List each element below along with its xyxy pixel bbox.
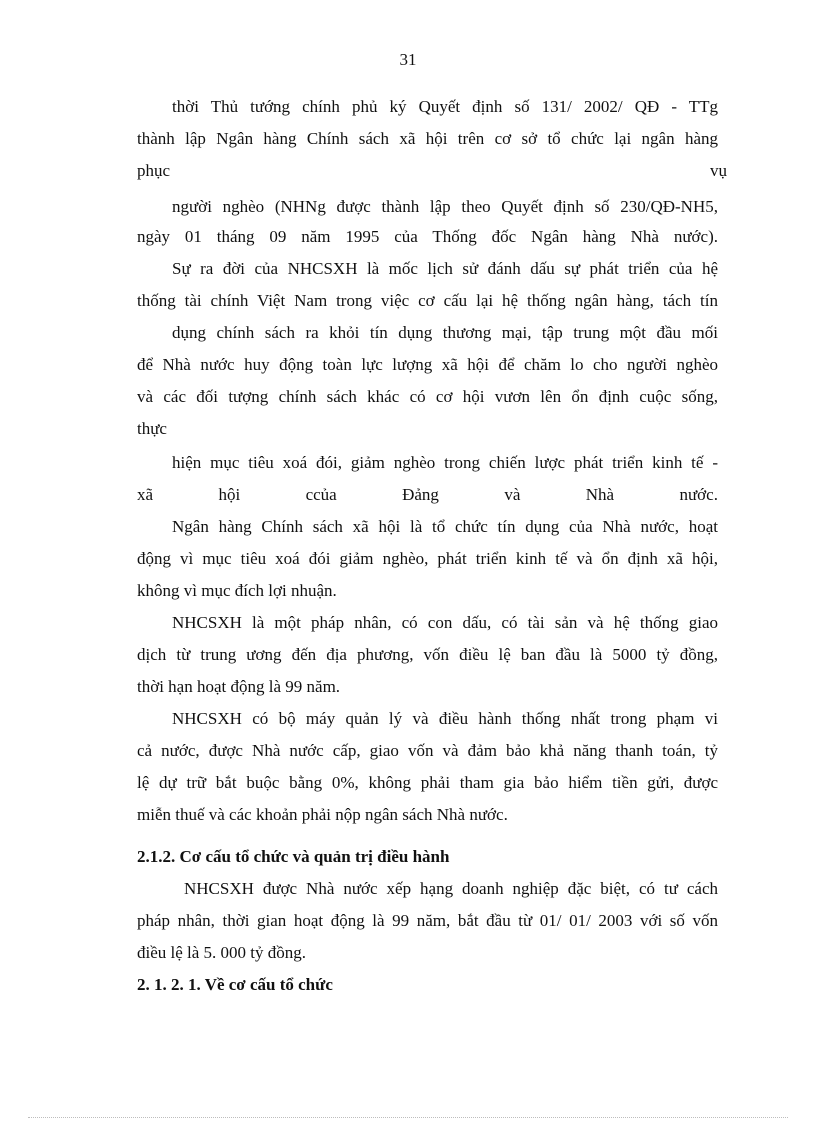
text-line: hiện mục tiêu xoá đói, giảm nghèo trong chiến lược phát triển kinh tế - (172, 453, 718, 472)
text-line (137, 484, 718, 506)
text-line: thời Thủ tướng chính phủ ký Quyết định số 131/ 2002/ QĐ - TTg (172, 97, 718, 116)
text-line: không vì mục đích lợi nhuận. (137, 581, 337, 600)
text-line: dịch từ trung ương đến địa phương, vốn điều lệ ban đầu là 5000 tỷ đồng, (137, 645, 718, 664)
text-line: để Nhà nước huy động toàn lực lượng xã hội để chăm lo cho người nghèo (137, 355, 718, 374)
page-number: 31 (399, 50, 417, 69)
text-line: dụng chính sách ra khỏi tín dụng thương mại, tập trung một đầu mối (172, 323, 718, 342)
text-word: vụ (710, 161, 727, 180)
text-line: ngày 01 tháng 09 năm 1995 của Thống đốc Ngân hàng Nhà nước). (137, 227, 718, 246)
text-line: cả nước, được Nhà nước cấp, giao vốn và đảm bảo khả năng thanh toán, tỷ (137, 741, 718, 760)
text-line: thành lập Ngân hàng Chính sách xã hội trên cơ sở tổ chức lại ngân hàng (137, 129, 718, 148)
text-word: phục (137, 161, 171, 180)
text-line: điều lệ là 5. 000 tỷ đồng. (137, 943, 307, 962)
text-word: hội (218, 485, 241, 504)
text-line: pháp nhân, thời gian hoạt động là 99 năm, bắt đầu từ 01/ 01/ 2003 với số vốn (137, 911, 718, 930)
text-line: động vì mục tiêu xoá đói giảm nghèo, phát triển kinh tế và ổn định xã hội, (137, 549, 718, 568)
text-line: lệ dự trữ bắt buộc bằng 0%, không phải tham gia bảo hiểm tiền gửi, được (137, 773, 718, 792)
text-line: Sự ra đời của NHCSXH là mốc lịch sử đánh dấu sự phát triển của hệ (172, 259, 718, 278)
text-word: nước. (679, 485, 718, 504)
subsection-heading: 2. 1. 2. 1. Về cơ cấu tổ chức (137, 975, 333, 994)
text-line: và các đối tượng chính sách khác có cơ hội vươn lên ổn định cuộc sống, (137, 387, 718, 406)
text-line: thống tài chính Việt Nam trong việc cơ cấu lại hệ thống ngân hàng, tách tín (137, 291, 718, 310)
text-line: NHCSXH được Nhà nước xếp hạng doanh nghiệp đặc biệt, có tư cách (184, 879, 718, 898)
text-word: ccủa (305, 485, 337, 504)
section-heading: 2.1.2. Cơ cấu tổ chức và quản trị điều hành (137, 847, 450, 866)
text-word: Đảng (402, 485, 439, 504)
text-line: NHCSXH có bộ máy quản lý và điều hành thống nhất trong phạm vi (172, 709, 718, 728)
text-line: thời hạn hoạt động là 99 năm. (137, 677, 341, 696)
text-line: NHCSXH là một pháp nhân, có con dấu, có tài sản và hệ thống giao (172, 613, 718, 632)
text-word: Nhà (585, 485, 615, 504)
text-line: Ngân hàng Chính sách xã hội là tổ chức tín dụng của Nhà nước, hoạt (172, 517, 718, 536)
text-line: thực (137, 419, 167, 438)
page-bottom-rule (28, 1117, 788, 1118)
text-line: người nghèo (NHNg được thành lập theo Quyết định số 230/QĐ-NH5, (172, 197, 718, 216)
text-line: miễn thuế và các khoản phải nộp ngân sách Nhà nước. (137, 805, 508, 824)
text-line (137, 160, 727, 182)
text-word: xã (137, 485, 154, 504)
text-word: và (504, 485, 521, 504)
